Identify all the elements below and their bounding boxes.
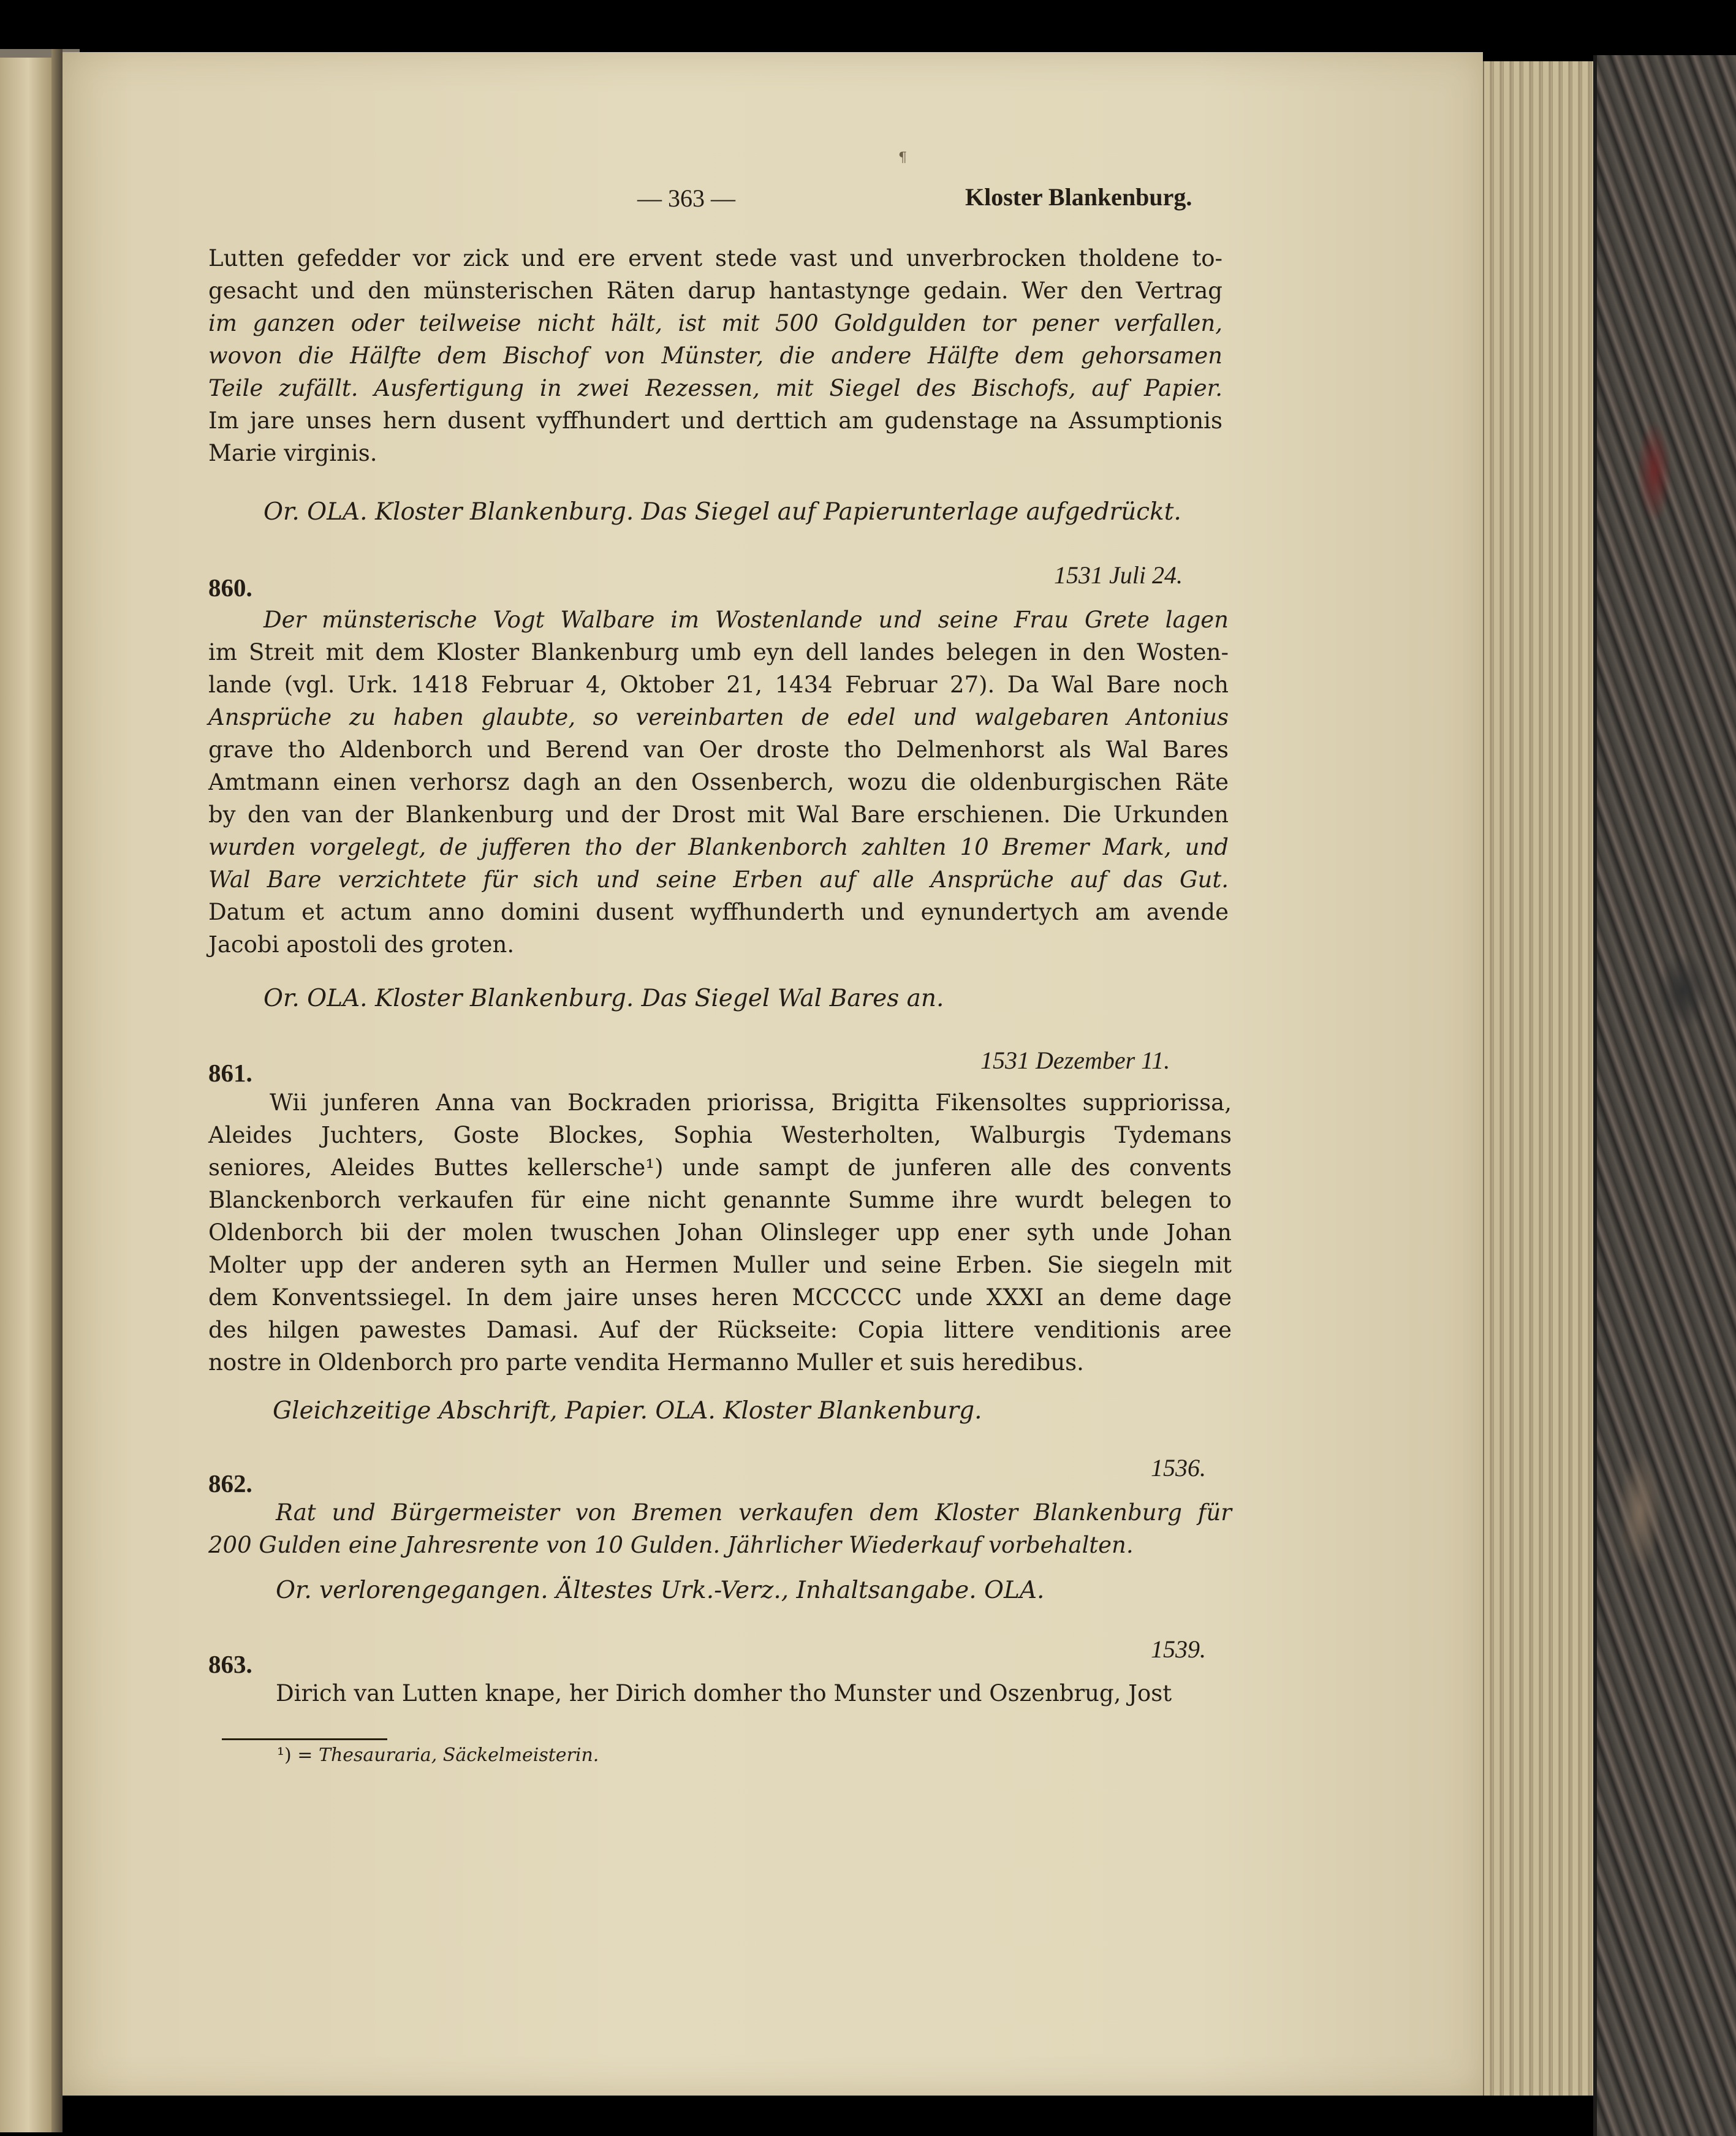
source-note: Gleichzeitige Abschrift, Papier. OLA. Kloster Blankenburg. — [273, 1397, 982, 1425]
entry-date-861: 1531 Dezember 11. — [980, 1047, 1170, 1074]
text-line: Datum et actum anno domini dusent wyffhunderth und eynundertych am avende — [208, 899, 1229, 925]
text-line: Marie virginis. — [208, 440, 377, 466]
entry-continuation-text — [208, 242, 1222, 469]
footnote — [277, 1744, 599, 1766]
text-line: seniores, Aleides Buttes kellersche¹) unde sampt de junferen alle des convents — [208, 1154, 1232, 1181]
text-line: wovon die Hälfte dem Bischof von Münster, die andere Hälfte dem gehorsamen — [208, 343, 1222, 369]
entry-text-860 — [208, 604, 1229, 961]
entry-date-863: 1539. — [1151, 1635, 1206, 1663]
text-line: im ganzen oder teilweise nicht hält, ist mit 500 Goldgulden tor pener verfallen, — [208, 310, 1222, 336]
footnote-text: Thesauraria, Säckelmeisterin. — [318, 1744, 599, 1766]
text-line: Aleides Juchters, Goste Blockes, Sophia Westerholten, Walburgis Tydemans — [208, 1122, 1232, 1148]
entry-date-862: 1536. — [1151, 1454, 1206, 1482]
text-line: Blanckenborch verkaufen für eine nicht genannte Summe ihre wurdt belegen to — [208, 1187, 1232, 1213]
text-line: Jacobi apostoli des groten. — [208, 931, 515, 958]
text-line: by den van der Blankenburg und der Drost mit Wal Bare erschienen. Die Urkunden — [208, 801, 1229, 828]
text-line: im Streit mit dem Kloster Blankenburg umb eyn dell landes belegen in den Wosten- — [208, 639, 1229, 665]
entry-text-861 — [208, 1086, 1232, 1379]
marbled-cover — [1593, 55, 1736, 2136]
text-line: Dirich van Lutten knape, her Dirich domher tho Munster und Oszenbrug, Jost — [276, 1680, 1172, 1706]
footnote-marker: ¹) = — [277, 1744, 313, 1766]
entry-number-860: 860. — [208, 574, 252, 602]
text-line: des hilgen pawestes Damasi. Auf der Rückseite: Copia littere venditionis aree — [208, 1317, 1232, 1343]
text-line: Ansprüche zu haben glaubte, so vereinbarten de edel und walgebaren Antonius — [208, 704, 1229, 730]
text-line: Amtmann einen verhorsz dagh an den Ossenberch, wozu die oldenburgischen Räte — [208, 769, 1229, 795]
entry-number-861: 861. — [208, 1059, 252, 1087]
text-line: wurden vorgelegt, de jufferen tho der Blankenborch zahlten 10 Bremer Mark, und — [208, 834, 1229, 860]
text-line: Lutten gefedder vor zick und ere ervent stede vast und unverbrocken tholdene to- — [208, 245, 1222, 271]
entry-number-863: 863. — [208, 1650, 252, 1678]
entry-number-862: 862. — [208, 1469, 252, 1498]
book-gutter — [51, 49, 63, 2132]
page-mark: ¶ — [898, 150, 907, 165]
left-page-edge — [0, 49, 51, 2132]
running-title: Kloster Blankenburg. — [965, 183, 1192, 211]
text-line: Wii junferen Anna van Bockraden priorissa, Brigitta Fikensoltes suppriorissa, — [270, 1089, 1232, 1116]
entry-text-862 — [208, 1496, 1232, 1561]
text-line: grave tho Aldenborch und Berend van Oer droste tho Delmenhorst als Wal Bares — [208, 737, 1229, 763]
page-edges — [1483, 61, 1594, 2096]
text-line: gesacht und den münsterischen Räten darup hantastynge gedain. Wer den Vertrag — [208, 278, 1222, 304]
source-note: Or. OLA. Kloster Blankenburg. Das Siegel auf Papierunterlage aufgedrückt. — [263, 498, 1181, 526]
page-number: — 363 — — [637, 184, 735, 212]
text-line: lande (vgl. Urk. 1418 Februar 4, Oktober 21, 1434 Februar 27). Da Wal Bare noch — [208, 672, 1229, 698]
text-line: Teile zufällt. Ausfertigung in zwei Rezessen, mit Siegel des Bischofs, auf Papier. — [208, 375, 1222, 401]
text-line: Wal Bare verzichtete für sich und seine Erben auf alle Ansprüche auf das Gut. — [208, 866, 1229, 893]
entry-text-863 — [276, 1677, 1172, 1710]
text-line: 200 Gulden eine Jahresrente von 10 Gulden. Jährlicher Wiederkauf vorbehalten. — [208, 1532, 1134, 1558]
source-note: Or. verlorengegangen. Ältestes Urk.-Verz., Inhaltsangabe. OLA. — [276, 1577, 1045, 1604]
text-line: Im jare unses hern dusent vyffhundert und derttich am gudenstage na Assumptionis — [208, 407, 1222, 434]
text-line: nostre in Oldenborch pro parte vendita Hermanno Muller et suis heredibus. — [208, 1349, 1084, 1376]
text-line: Der münsterische Vogt Walbare im Wostenlande und seine Frau Grete lagen — [263, 607, 1229, 633]
text-line: Molter upp der anderen syth an Hermen Muller und seine Erben. Sie siegeln mit — [208, 1252, 1232, 1278]
source-note: Or. OLA. Kloster Blankenburg. Das Siegel Wal Bares an. — [263, 985, 944, 1012]
footnote-rule — [222, 1738, 387, 1740]
text-line: Rat und Bürgermeister von Bremen verkaufen dem Kloster Blankenburg für — [276, 1499, 1232, 1526]
entry-date-860: 1531 Juli 24. — [1054, 561, 1183, 589]
text-line: Oldenborch bii der molen twuschen Johan Olinsleger upp ener syth unde Johan — [208, 1219, 1232, 1246]
text-line: dem Konventssiegel. In dem jaire unses heren MCCCCC unde XXXI an deme dage — [208, 1284, 1232, 1311]
